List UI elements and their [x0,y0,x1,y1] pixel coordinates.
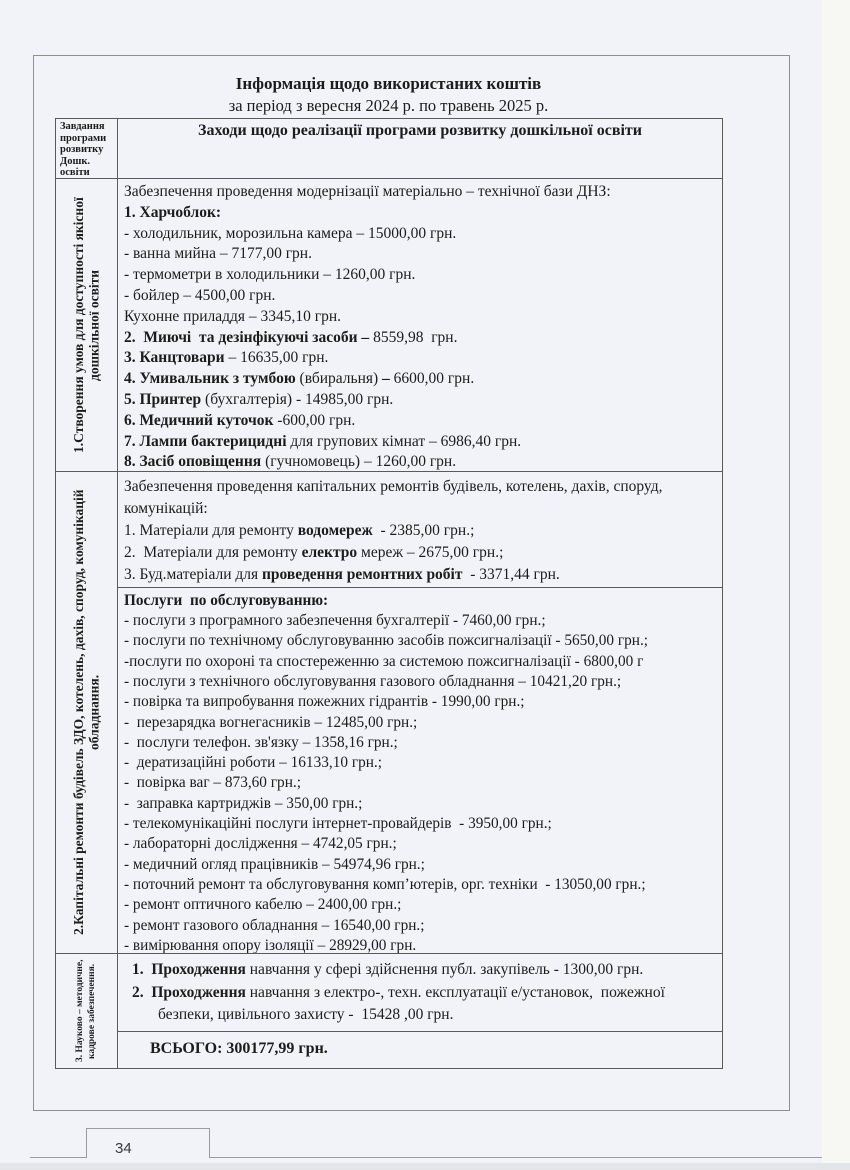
text-line: - холодильник, морозильна камера – 15000,00 грн. [124,224,457,242]
task-label-2: 2.Капітальні ремонти будівель ЗДО, котелень, дахів, споруд, комунікацій обладнання. [70,489,102,936]
footer-rule-right [210,1157,822,1158]
text-line: 2. Проходження навчання з електро-, техн. експлуатації е/установок, пожежної безпеки, цивільного захисту - 15428 ,00 грн. [132,983,669,1023]
text-line: 1. Харчоблок: [124,203,222,221]
text-line: - послуги з технічного обслуговування газового обладнання – 10421,20 грн.; [124,672,622,690]
content-cell-2 [118,472,722,953]
footer-rule-left [30,1157,86,1158]
text-line: 3. Буд.матеріали для проведення ремонтних робіт - 3371,44 грн. [124,566,560,583]
text-line: -послуги по охороні та спостереженню за системою пожсигналізації - 6800,00 г [124,652,644,670]
task-cell-2 [56,472,118,953]
text-line: - послуги з програмного забезпечення бухгалтерії - 7460,00 грн.; [124,612,546,630]
funds-table [55,118,723,1069]
table-row-1 [56,178,722,471]
text-line: Забезпечення проведення модернізації матеріально – технічної бази ДНЗ: [124,183,611,200]
scan-edge-right [822,0,850,1170]
table-row-2 [56,471,722,953]
text-line: - ванна мийна – 7177,00 грн. [124,245,312,263]
text-line: Кухонне приладдя – 3345,10 грн. [124,307,342,325]
table-header-row [56,119,722,178]
text-line: - лабораторні дослідження – 4742,05 грн.; [124,835,397,853]
text-line: 4. Умивальник з тумбою (вбиральня) – 6600,00 грн. [124,370,475,388]
page-number: 34 [115,1140,132,1157]
text-line: 3. Канцтовари – 16635,00 грн. [124,349,329,367]
task-label-1: 1.Створення умов для доступності якісної дошкільної освіти [70,197,102,453]
text-line: - перезарядка вогнегасників – 12485,00 грн.; [124,713,418,731]
text-line: - медичний огляд працівників – 54974,96 грн.; [124,855,425,873]
text-line: 1. Матеріали для ремонту водомереж - 2385,00 грн.; [124,522,475,539]
task-cell-1 [56,179,118,471]
task-label-3: 3. Науково – методичне, кадрове забезпечення. [74,959,97,1063]
text-line: 7. Лампи бактерицидні для групових кімнат – 6986,40 грн. [124,432,522,450]
header-cell-measures: Заходи щодо реалізації програми розвитку дошкільної освіти [198,122,642,139]
document-subtitle: за період з вересня 2024 р. по травень 2025 р. [228,96,549,115]
section-modernization [118,179,722,471]
text-line: - дератизаційні роботи – 16133,10 грн.; [124,754,383,772]
header-cell-tasks: Завдання програми розвитку Дошк. освіти [56,119,118,178]
text-line: 5. Принтер (бухгалтерія) - 14985,00 грн. [124,390,394,408]
text-line: - телекомунікаційні послуги інтернет-провайдерів - 3950,00 грн.; [124,815,552,833]
page-number-tab [86,1128,210,1158]
content-cell-3 [118,954,722,1068]
text-line: - ремонт оптичного кабелю – 2400,00 грн.; [124,896,402,914]
content-cell-1 [118,179,722,471]
text-line: - вимірювання опору ізоляції – 28929,00 грн. [124,936,417,953]
section-training [118,954,722,1031]
text-line: - послуги телефон. зв'язку – 1358,16 грн.; [124,733,398,751]
text-line: - поточний ремонт та обслуговування комп’ютерів, орг. техніки - 13050,00 грн.; [124,875,646,893]
text-line: 8. Засіб оповіщення (гучномовець) – 1260,00 грн. [124,453,457,471]
text-line: 2. Миючі та дезінфікуючі засоби – 8559,98 грн. [124,328,458,346]
table-row-3 [56,953,722,1068]
section-capital-repairs [118,472,722,587]
scan-edge-bottom [0,1163,850,1170]
text-line: 6. Медичний куточок -600,00 грн. [124,411,356,429]
text-line: - повірка та випробування пожежних гідрантів - 1990,00 грн.; [124,693,525,711]
text-line: 1. Проходження навчання у сфері здійснення публ. закупівель - 1300,00 грн. [132,961,644,978]
text-line: - послуги по технічному обслуговуванню засобів пожсигналізації - 5650,00 грн.; [124,632,649,650]
task-cell-3 [56,954,118,1068]
text-line: - заправка картриджів – 350,00 грн.; [124,794,363,812]
text-line: 2. Матеріали для ремонту електро мереж – 2675,00 грн.; [124,544,504,561]
section-services [118,587,722,953]
text-line: - термометри в холодильники – 1260,00 грн. [124,266,416,284]
text-line: Послуги по обслуговуванню: [124,591,329,609]
text-line: - бойлер – 4500,00 грн. [124,286,276,304]
text-line: - ремонт газового обладнання – 16540,00 грн.; [124,916,425,934]
text-line: Забезпечення проведення капітальних ремонтів будівель, котелень, дахів, споруд, комунікацій: [124,478,667,517]
total-row: ВСЬОГО: 300177,99 грн. [118,1031,722,1068]
document-title: Інформація щодо використаних коштів [235,74,542,93]
text-line: - повірка ваг – 873,60 грн.; [124,774,301,792]
